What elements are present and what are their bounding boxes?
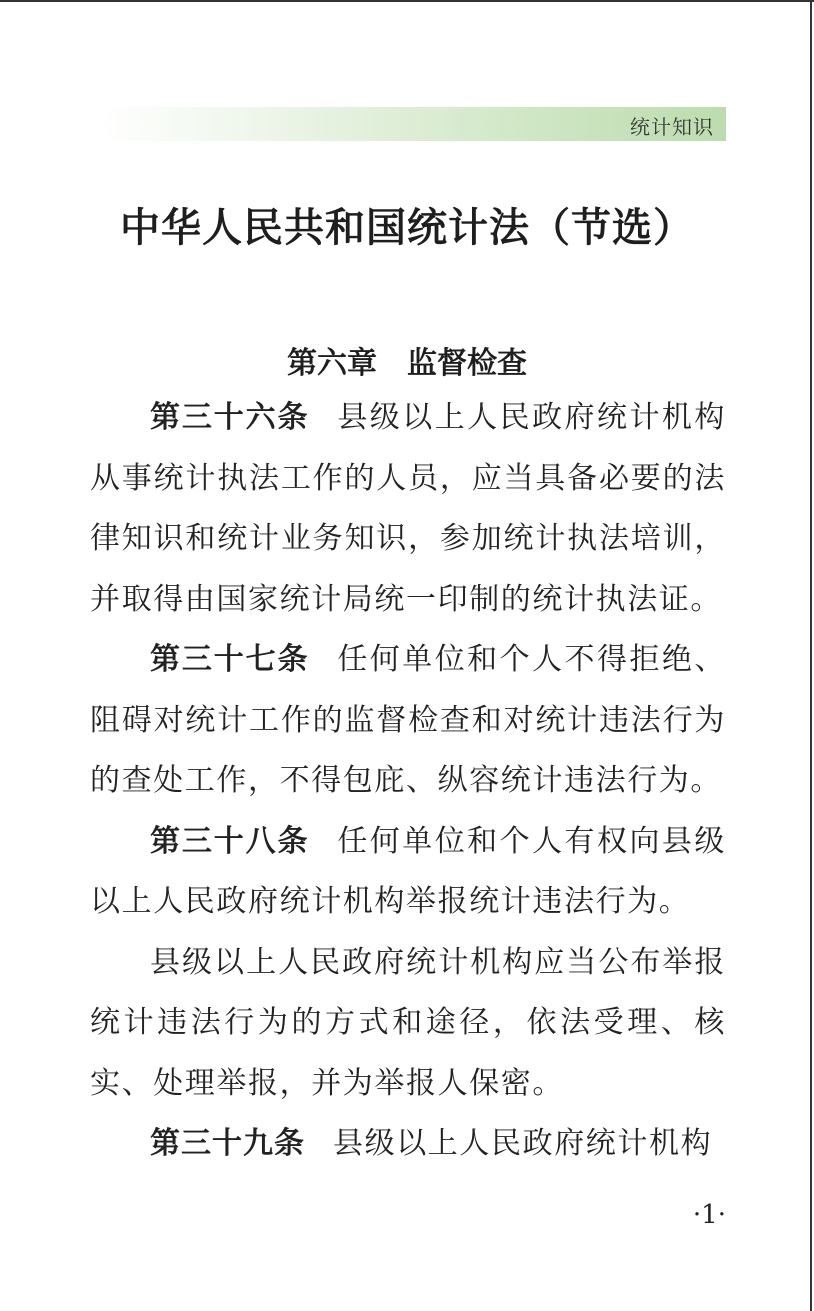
article-text: 县级以上人民政府统计机构 (333, 1126, 713, 1161)
article-text: 县级以上人民政府统计机构应当公布举报统计违法行为的方式和途径，依法受理、核实、处理举报，并为举报人保密。 (90, 944, 726, 1101)
article-number: 第三十九条 (150, 1126, 305, 1161)
article-text: 任何单位和个人有权向县级以上人民政府统计机构举报统计违法行为。 (90, 823, 726, 919)
article-text: 县级以上人民政府统计机构从事统计执法工作的人员，应当具备必要的法律知识和统计业务知识，参加统计执法培训，并取得由国家统计局统一印制的统计执法证。 (90, 400, 726, 617)
article-text: 任何单位和个人不得拒绝、阻碍对统计工作的监督检查和对统计违法行为的查处工作，不得包庇、纵容统计违法行为。 (90, 642, 726, 798)
section-label: 统计知识 (630, 115, 714, 139)
article-39-paragraph (90, 1114, 726, 1175)
page-number: ·1· (692, 1200, 726, 1230)
article-38-paragraph-2 (90, 933, 726, 1115)
body-text (90, 388, 726, 1175)
chapter-heading (0, 338, 814, 382)
article-number: 第三十七条 (150, 642, 310, 677)
document-title: 中华人民共和国统计法（节选） (120, 204, 694, 251)
chapter-number: 第六章 (287, 346, 377, 381)
article-36-paragraph (90, 388, 726, 630)
article-number: 第三十八条 (150, 823, 310, 859)
article-37-paragraph (90, 630, 726, 812)
chapter-name: 监督检查 (407, 346, 527, 381)
article-number: 第三十六条 (150, 400, 310, 435)
article-38-paragraph (90, 812, 726, 933)
section-header-band (100, 107, 726, 141)
page-border-top (0, 0, 814, 2)
